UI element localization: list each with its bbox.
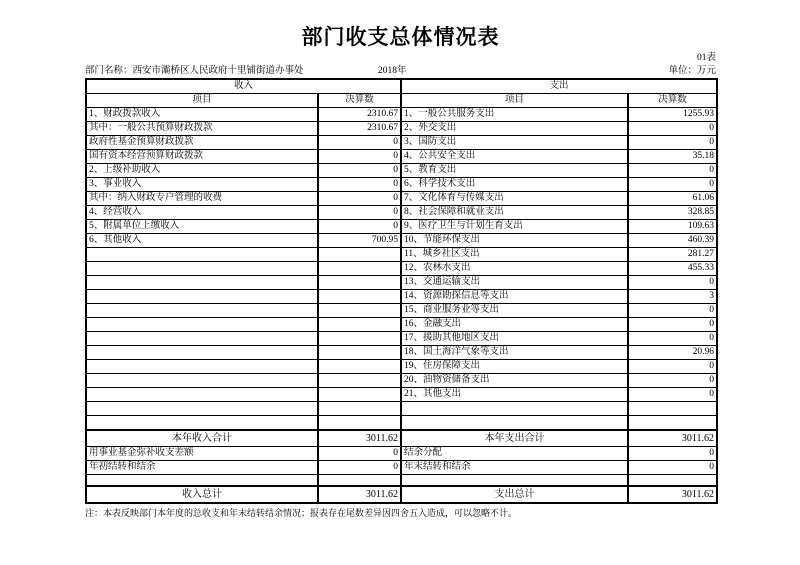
table-row — [86, 304, 717, 318]
expense-item-value: 3011.62 — [628, 486, 717, 503]
income-item-value — [318, 346, 401, 360]
expense-section-header: 支出 — [401, 79, 717, 94]
expense-item-label: 14、资源勘探信息等支出 — [401, 290, 628, 304]
expense-item-value: 0 — [628, 360, 717, 374]
table-row — [86, 192, 717, 206]
fiscal-year: 2018年 — [378, 66, 407, 76]
expense-item-label: 15、商业服务业等支出 — [401, 304, 628, 318]
section-header-row — [86, 79, 717, 94]
income-item-value — [318, 332, 401, 346]
expense-item-value: 0 — [628, 374, 717, 388]
expense-item-label — [401, 402, 628, 416]
income-item-value: 0 — [318, 136, 401, 150]
income-item-label: 其中：纳入财政专户管理的收费 — [86, 192, 318, 206]
expense-item-value: 455.33 — [628, 262, 717, 276]
expense-item-value: 281.27 — [628, 248, 717, 262]
income-item-value: 2310.67 — [318, 108, 401, 122]
income-item-label: 1、财政拨款收入 — [86, 108, 318, 122]
income-item-value: 0 — [318, 178, 401, 192]
income-item-label: 政府性基金预算财政拨款 — [86, 136, 318, 150]
income-item-label — [86, 374, 318, 388]
income-item-label — [86, 360, 318, 374]
amount-column-header-income: 决算数 — [318, 94, 401, 108]
income-item-value — [318, 262, 401, 276]
expense-item-value: 0 — [628, 332, 717, 346]
table-row — [86, 475, 717, 487]
table-row — [86, 402, 717, 416]
income-item-label — [86, 388, 318, 402]
income-item-label — [86, 346, 318, 360]
table-row — [86, 332, 717, 346]
income-item-value: 0 — [318, 150, 401, 164]
income-item-value: 0 — [318, 192, 401, 206]
budget-report — [85, 24, 716, 519]
expense-item-label: 16、金融支出 — [401, 318, 628, 332]
expense-item-label: 8、社会保障和就业支出 — [401, 206, 628, 220]
expense-item-value: 0 — [628, 122, 717, 136]
expense-item-value: 3011.62 — [628, 430, 717, 447]
expense-item-label: 13、交通运输支出 — [401, 276, 628, 290]
meta-line — [85, 65, 716, 78]
expense-item-value: 0 — [628, 276, 717, 290]
table-row — [86, 248, 717, 262]
income-item-value — [318, 374, 401, 388]
income-item-label: 收入总计 — [86, 486, 318, 503]
expense-item-label: 11、城乡社区支出 — [401, 248, 628, 262]
income-item-value — [318, 304, 401, 318]
table-row — [86, 206, 717, 220]
table-row — [86, 461, 717, 475]
expense-item-label: 结余分配 — [401, 447, 628, 461]
income-item-value: 0 — [318, 220, 401, 234]
table-row — [86, 150, 717, 164]
income-item-label — [86, 248, 318, 262]
income-item-value: 0 — [318, 164, 401, 178]
budget-table — [85, 78, 718, 504]
income-item-label: 2、上级补助收入 — [86, 164, 318, 178]
table-row — [86, 346, 717, 360]
item-column-header-expense: 项目 — [401, 94, 628, 108]
expense-item-value: 0 — [628, 388, 717, 402]
income-item-value — [318, 416, 401, 431]
table-row — [86, 388, 717, 402]
item-column-header-income: 项目 — [86, 94, 318, 108]
table-row — [86, 290, 717, 304]
income-item-value: 3011.62 — [318, 430, 401, 447]
table-row — [86, 262, 717, 276]
income-item-value: 0 — [318, 447, 401, 461]
income-item-value — [318, 290, 401, 304]
expense-item-value: 0 — [628, 136, 717, 150]
table-row — [86, 234, 717, 248]
income-item-label — [86, 332, 318, 346]
expense-item-label — [401, 475, 628, 487]
expense-item-value: 61.06 — [628, 192, 717, 206]
expense-item-label: 支出总计 — [401, 486, 628, 503]
unit-label: 单位：万元 — [668, 66, 716, 76]
expense-item-value: 20.96 — [628, 346, 717, 360]
expense-item-value: 0 — [628, 164, 717, 178]
table-row — [86, 430, 717, 447]
expense-item-value: 35.18 — [628, 150, 717, 164]
table-row — [86, 108, 717, 122]
expense-item-value: 0 — [628, 461, 717, 475]
table-row — [86, 360, 717, 374]
income-item-label: 6、其他收入 — [86, 234, 318, 248]
income-item-label — [86, 475, 318, 487]
expense-item-label: 12、农林水支出 — [401, 262, 628, 276]
income-item-label — [86, 262, 318, 276]
table-row — [86, 374, 717, 388]
expense-item-label: 10、节能环保支出 — [401, 234, 628, 248]
income-item-value — [318, 388, 401, 402]
expense-item-value — [628, 416, 717, 431]
expense-item-label: 1、一般公共服务支出 — [401, 108, 628, 122]
expense-item-label: 21、其他支出 — [401, 388, 628, 402]
expense-item-value: 109.63 — [628, 220, 717, 234]
income-item-label — [86, 290, 318, 304]
table-row — [86, 178, 717, 192]
income-item-value: 0 — [318, 461, 401, 475]
income-item-label — [86, 416, 318, 431]
income-item-value: 0 — [318, 206, 401, 220]
income-item-label — [86, 318, 318, 332]
table-number: 01表 — [696, 53, 716, 63]
income-item-value — [318, 402, 401, 416]
expense-item-value: 0 — [628, 318, 717, 332]
expense-item-value: 3 — [628, 290, 717, 304]
income-item-value: 700.95 — [318, 234, 401, 248]
income-item-label: 国有资本经营预算财政拨款 — [86, 150, 318, 164]
table-row — [86, 136, 717, 150]
table-row — [86, 318, 717, 332]
expense-item-value: 0 — [628, 447, 717, 461]
income-item-label — [86, 304, 318, 318]
column-header-row — [86, 94, 717, 108]
page-title: 部门收支总体情况表 — [301, 25, 500, 49]
table-row — [86, 122, 717, 136]
expense-item-value: 0 — [628, 304, 717, 318]
amount-column-header-expense: 决算数 — [628, 94, 717, 108]
table-row — [86, 220, 717, 234]
income-item-value — [318, 475, 401, 487]
expense-item-label — [401, 416, 628, 431]
expense-item-label: 年末结转和结余 — [401, 461, 628, 475]
expense-item-label: 19、住房保障支出 — [401, 360, 628, 374]
income-item-label: 本年收入合计 — [86, 430, 318, 447]
expense-item-value — [628, 475, 717, 487]
income-item-value: 2310.67 — [318, 122, 401, 136]
table-row — [86, 416, 717, 431]
income-item-label: 4、经营收入 — [86, 206, 318, 220]
income-item-label: 3、事业收入 — [86, 178, 318, 192]
income-item-label: 年初结转和结余 — [86, 461, 318, 475]
expense-item-value: 328.85 — [628, 206, 717, 220]
expense-item-label: 4、公共安全支出 — [401, 150, 628, 164]
expense-item-label: 6、科学技术支出 — [401, 178, 628, 192]
table-row — [86, 276, 717, 290]
income-section-header: 收入 — [86, 79, 401, 94]
department-name: 部门名称：西安市灞桥区人民政府十里铺街道办事处 — [85, 66, 304, 76]
expense-item-label: 本年支出合计 — [401, 430, 628, 447]
expense-item-value: 460.39 — [628, 234, 717, 248]
expense-item-label: 2、外交支出 — [401, 122, 628, 136]
expense-item-value — [628, 402, 717, 416]
income-item-label — [86, 402, 318, 416]
income-item-value — [318, 318, 401, 332]
income-item-value: 3011.62 — [318, 486, 401, 503]
expense-item-value: 1255.93 — [628, 108, 717, 122]
income-item-label: 5、附属单位上缴收入 — [86, 220, 318, 234]
income-item-value — [318, 360, 401, 374]
income-item-label: 其中：一般公共预算财政拨款 — [86, 122, 318, 136]
expense-item-label: 9、医疗卫生与计划生育支出 — [401, 220, 628, 234]
income-item-label — [86, 276, 318, 290]
income-item-label: 用事业基金弥补收支差额 — [86, 447, 318, 461]
table-row — [86, 447, 717, 461]
expense-item-label: 7、文化体育与传媒支出 — [401, 192, 628, 206]
income-item-value — [318, 248, 401, 262]
expense-item-label: 3、国防支出 — [401, 136, 628, 150]
expense-item-label: 5、教育支出 — [401, 164, 628, 178]
table-row — [86, 486, 717, 503]
income-item-value — [318, 276, 401, 290]
expense-item-label: 17、援助其他地区支出 — [401, 332, 628, 346]
table-row — [86, 164, 717, 178]
expense-item-label: 20、油物资储备支出 — [401, 374, 628, 388]
footnote: 注：本表反映部门本年度的总收支和年末结转结余情况；报表存在尾数差异因四舍五入造成，可以忽略不计。 — [85, 508, 518, 518]
expense-item-label: 18、国土海洋气象等支出 — [401, 346, 628, 360]
expense-item-value: 0 — [628, 178, 717, 192]
